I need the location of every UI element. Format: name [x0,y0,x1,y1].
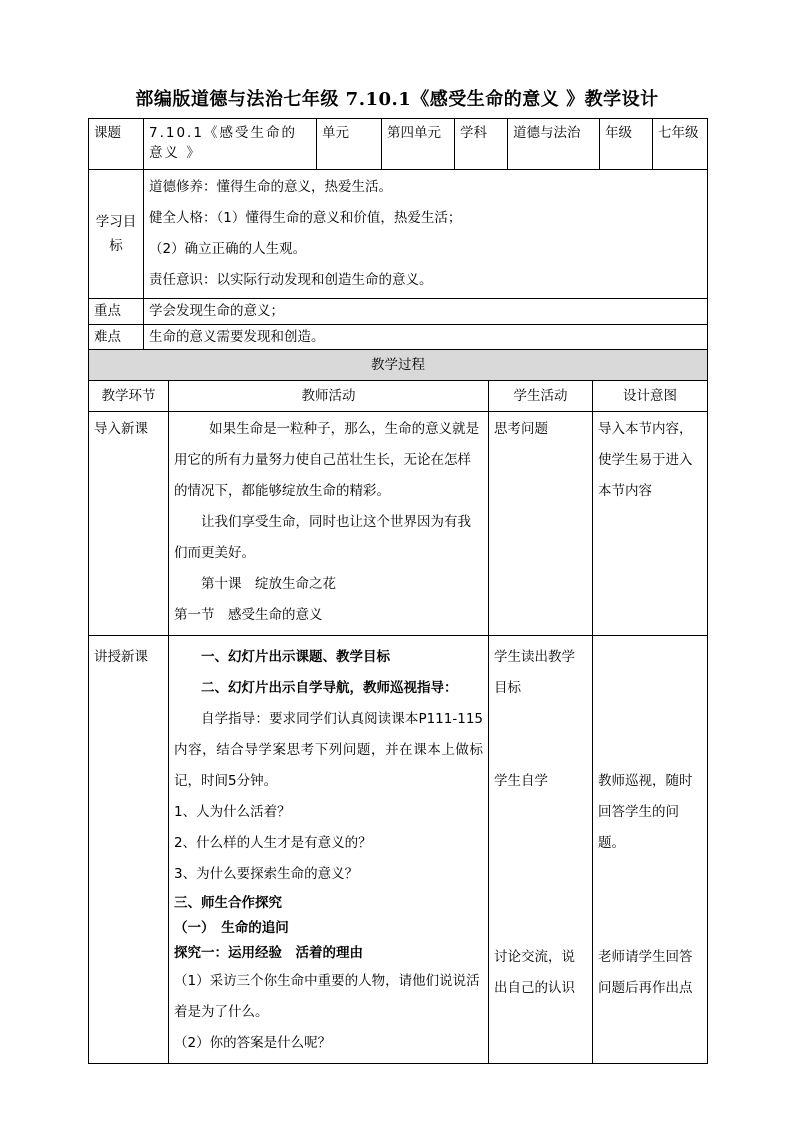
lesson-info-table [88,118,708,351]
difficulty-row [89,325,708,351]
column-header-row [89,381,708,412]
lesson-chapter: 第十课 绽放生命之花 [201,576,336,592]
objective-line: 责任意识：以实际行动发现和创造生命的意义。 [149,272,433,288]
key-point-text: 学会发现生命的意义； [144,299,708,325]
difficulty-text: 生命的意义需要发现和创造。 [144,325,708,351]
teacher-activity-teaching [169,636,489,1064]
intro-row [89,412,708,636]
course-label: 课题 [89,119,144,170]
lesson-section: 第一节 感受生命的意义 [174,607,323,623]
teacher-paragraph: 让我们享受生命，同时也让这个世界因为有我们而更美好。 [174,514,471,561]
process-header-row [89,350,708,381]
unit-label: 单元 [317,119,382,170]
design-intent-intro: 导入本节内容，使学生易于进入本节内容 [593,412,708,636]
teacher-paragraph: 如果生命是一粒种子，那么，生命的意义就是用它的所有力量努力使自己茁壮生长，无论在怎样的情况下，都能够绽放生命的精彩。 [174,421,480,499]
design-intent-teaching [593,636,708,1064]
inquiry-question: （1）采访三个你生命中重要的人物，请他们说说活着是为了什么。 [174,973,480,1020]
inquiry-heading: 探究一：运用经验 活着的理由 [174,945,363,961]
objectives-row [89,170,708,299]
document-title: 部编版道德与法治七年级 7.10.1《感受生命的意义 》教学设计 [135,89,659,110]
info-row [89,119,708,170]
student-activity-teaching [489,636,593,1064]
design-intent-item: 老师请学生回答问题后再作出点 [598,949,693,996]
step-one: 一、幻灯片出示课题、教学目标 [201,649,390,665]
step-two: 二、幻灯片出示自学导航，教师巡视指导： [201,680,458,696]
teacher-activity-intro [169,412,489,636]
course-value: 7.10.1《感受生命的意义 》 [144,119,317,170]
process-header: 教学过程 [89,350,708,381]
student-activity-item: 学生读出教学目标 [494,649,575,696]
key-point-label: 重点 [89,299,144,325]
step-three: 三、师生合作探究 [174,895,282,911]
teaching-row [89,636,708,1064]
objectives-label: 学习目标 [89,170,144,299]
subsection-heading: （一） 生命的追问 [174,920,289,936]
difficulty-label: 难点 [89,325,144,351]
objectives-content [144,170,708,299]
design-intent-item: 教师巡视，随时回答学生的问题。 [598,773,693,851]
question-item: 1、人为什么活着？ [174,804,291,820]
student-activity-intro: 思考问题 [489,412,593,636]
objective-line: （2）确立正确的人生观。 [149,241,307,257]
column-header-stage: 教学环节 [89,381,169,412]
column-header-teacher: 教师活动 [169,381,489,412]
objective-line: 健全人格：（1）懂得生命的意义和价值，热爱生活； [149,210,462,226]
stage-intro: 导入新课 [89,412,169,636]
objective-line: 道德修养：懂得生命的意义，热爱生活。 [149,179,392,195]
subject-label: 学科 [455,119,508,170]
inquiry-question: （2）你的答案是什么呢？ [174,1035,332,1051]
question-item: 3、为什么要探索生命的意义？ [174,866,359,882]
stage-teaching: 讲授新课 [89,636,169,1064]
column-header-student: 学生活动 [489,381,593,412]
subject-value: 道德与法治 [508,119,600,170]
column-header-intent: 设计意图 [593,381,708,412]
student-activity-item: 讨论交流，说出自己的认识 [494,949,575,996]
student-activity-item: 学生自学 [494,773,548,789]
grade-label: 年级 [600,119,653,170]
unit-value: 第四单元 [382,119,455,170]
teaching-process-table [88,349,708,1064]
question-item: 2、什么样的人生才是有意义的？ [174,835,372,851]
self-study-guide: 自学指导：要求同学们认真阅读课本P111-115内容，结合导学案思考下列问题，并在课本上做标记，时间5分钟。 [174,711,483,789]
grade-value: 七年级 [653,119,708,170]
key-point-row [89,299,708,325]
